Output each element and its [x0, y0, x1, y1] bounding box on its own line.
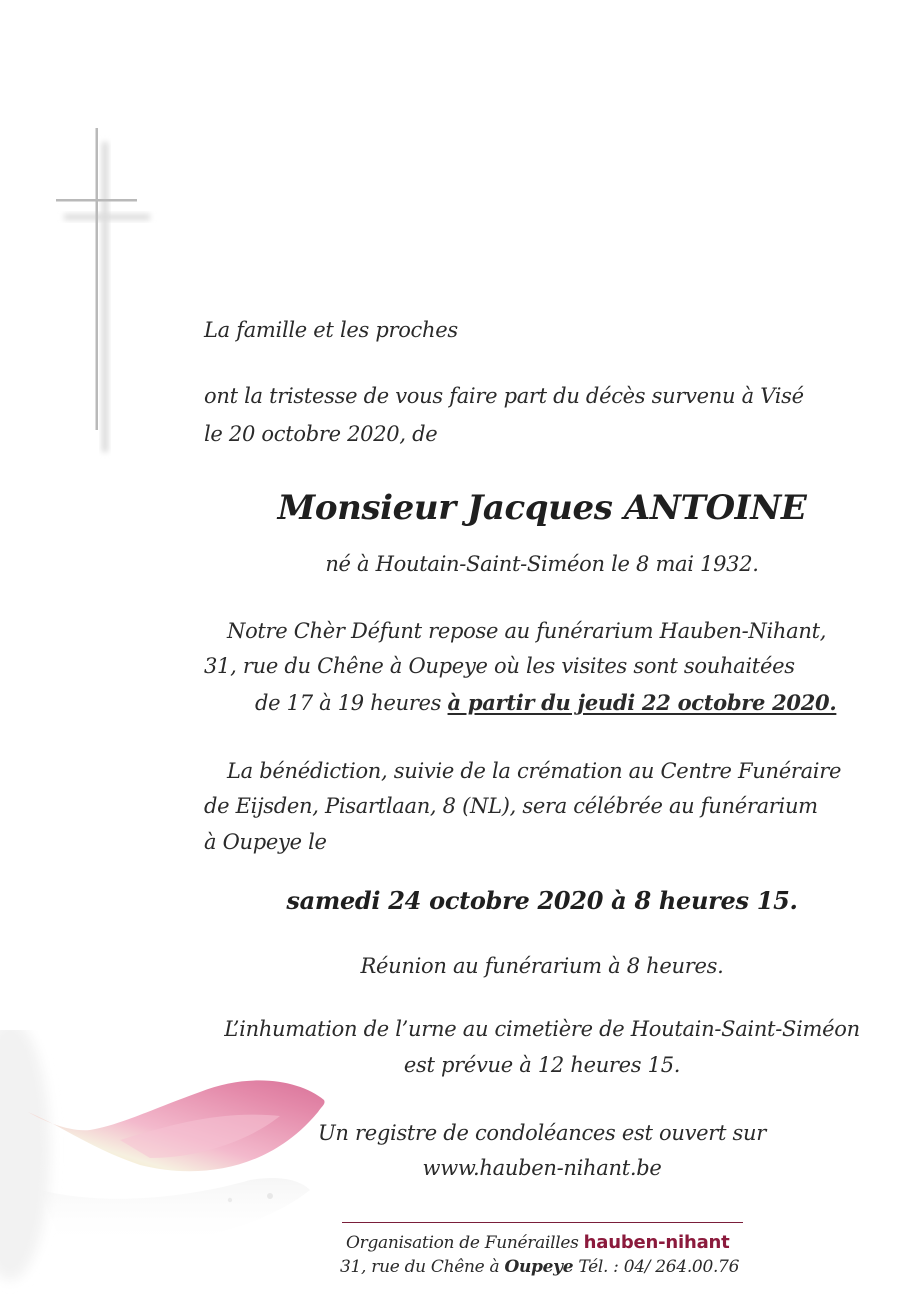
deceased-name: Monsieur Jacques ANTOINE	[277, 488, 807, 528]
announce-line-2: le 20 octobre 2020, de	[204, 422, 438, 446]
ceremony-line-1: La bénédiction, suivie de la crémation au Centre Funéraire	[227, 759, 842, 783]
announce-line-1: ont la tristesse de vous faire part du décès survenu à Visé	[204, 384, 804, 408]
brand-logo: hauben-nihant	[583, 1232, 730, 1253]
visits-line-2: 31, rue du Chêne à Oupeye où les visites sont souhaitées	[204, 654, 795, 678]
condolences-website[interactable]: www.hauben-nihant.be	[422, 1156, 662, 1180]
visits-start-date: à partir du jeudi 22 octobre 2020.	[447, 690, 837, 715]
burial-line-2: est prévue à 12 heures 15.	[403, 1053, 681, 1077]
visits-hours: de 17 à 19 heures	[255, 691, 448, 715]
visits-line-3	[255, 689, 836, 717]
footer-org-label: Organisation de Funérailles	[346, 1233, 579, 1253]
burial-line-1: L’inhumation de l’urne au cimetière de Houtain-Saint-Siméon	[224, 1017, 860, 1041]
footer-town: Oupeye	[504, 1257, 574, 1277]
ceremony-line-2: de Eijsden, Pisartlaan, 8 (NL), sera célébrée au funérarium	[204, 794, 818, 818]
footer-phone: Tél. : 04/ 264.00.76	[573, 1257, 740, 1277]
footer-address	[340, 1256, 739, 1278]
family-line: La famille et les proches	[204, 318, 458, 342]
ceremony-date: samedi 24 octobre 2020 à 8 heures 15.	[286, 886, 798, 915]
footer-street: 31, rue du Chêne à	[340, 1257, 505, 1277]
ceremony-line-3: à Oupeye le	[204, 830, 327, 854]
cross-icon	[40, 120, 170, 460]
birth-line: né à Houtain-Saint-Siméon le 8 mai 1932.	[325, 552, 759, 576]
footer-divider	[342, 1222, 743, 1223]
meeting-line: Réunion au funérarium à 8 heures.	[360, 954, 724, 978]
condolences-line: Un registre de condoléances est ouvert sur	[318, 1121, 766, 1145]
visits-line-1: Notre Chèr Défunt repose au funérarium Hauben-Nihant,	[227, 619, 827, 643]
footer-organisation	[346, 1232, 730, 1254]
